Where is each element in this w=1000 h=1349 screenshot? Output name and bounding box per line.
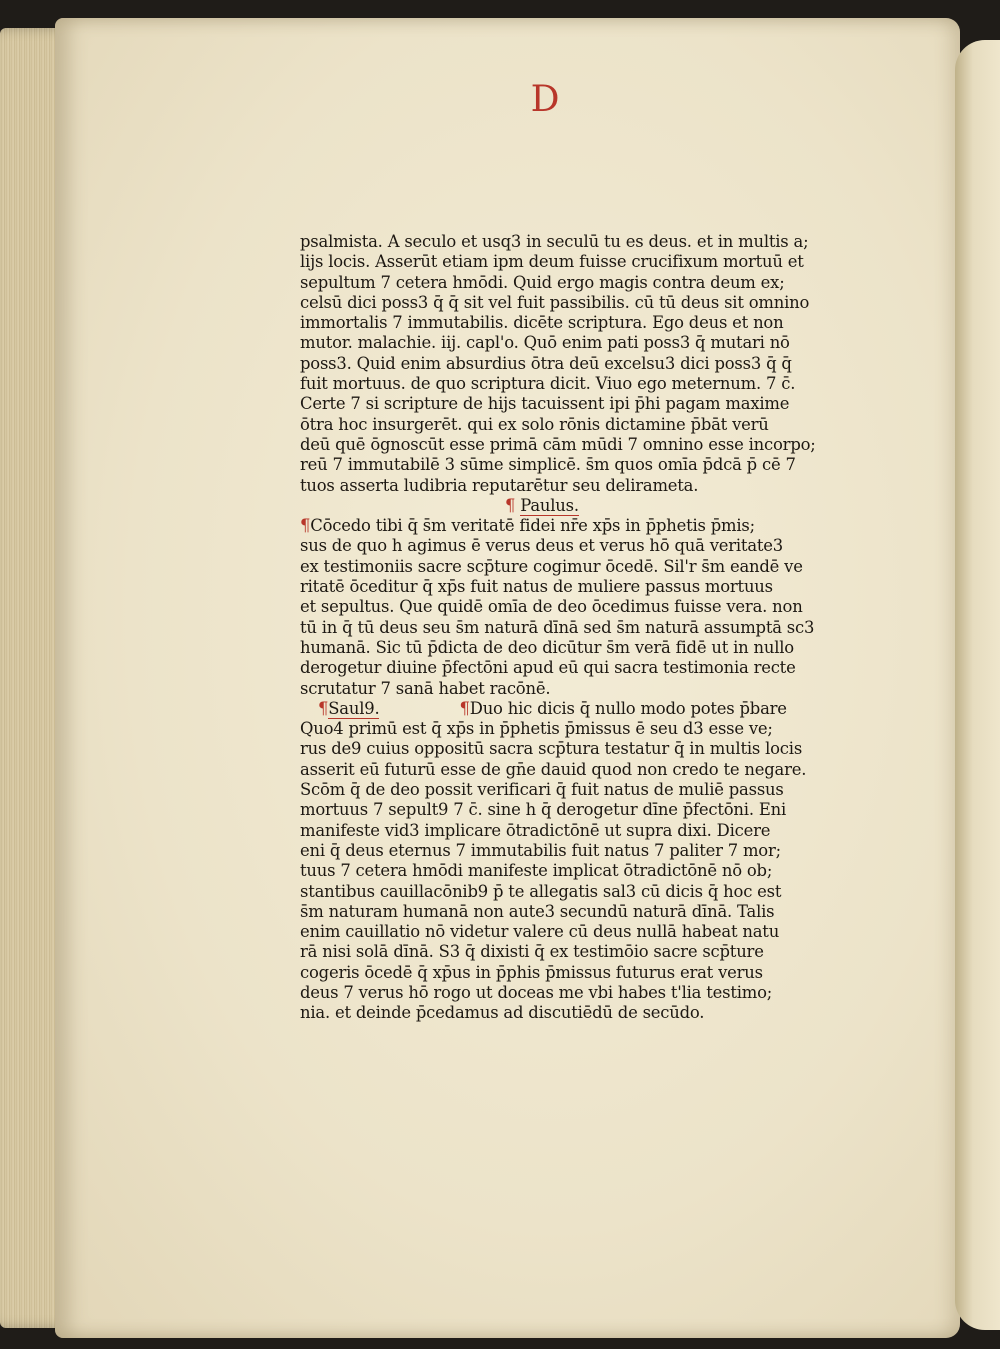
text-line <box>300 739 830 759</box>
pilcrow-mark: ¶ <box>459 698 470 718</box>
line-text: deus 7 verus hō rogo ut doceas me vbi habes t'lia testimo; <box>300 982 773 1002</box>
line-text: nia. et deinde p̄cedamus ad discutiēdū de secūdo. <box>300 1003 705 1023</box>
text-line <box>300 415 830 435</box>
line-text: enim cauillatio nō videtur valere cū deus nullā habeat natu <box>300 922 780 942</box>
line-text: reū 7 immutabilē 3 sūme simplicē. s̄m quos omīa p̄dcā p̄ cē 7 <box>300 455 796 475</box>
line-text: tū in q̄ tū deus seu s̄m naturā dīnā sed s̄m naturā assumptā sc3 <box>300 617 815 637</box>
text-line <box>300 922 830 942</box>
text-line <box>300 882 830 902</box>
rubricated-initial: D <box>530 79 560 120</box>
text-line <box>300 232 830 252</box>
line-text: s̄m naturam humanā non aute3 secundū naturā dīnā. Talis <box>300 901 775 921</box>
line-text: mortuus 7 sepult9 7 c̄. sine h q̄ derogetur dīne p̄fectōni. Eni <box>300 800 787 820</box>
line-text: humanā. Sic tū p̄dicta de deo dicūtur s̄m verā fidē ut in nullo <box>300 637 794 657</box>
line-text: rā nisi solā dīnā. S3 q̄ dixisti q̄ ex testimōio sacre scp̄ture <box>300 942 764 962</box>
pilcrow-mark: ¶ <box>505 495 516 515</box>
text-line <box>300 516 830 536</box>
text-line <box>300 983 830 1003</box>
text-line <box>300 597 830 617</box>
text-line <box>300 638 830 658</box>
line-text: scrutatur 7 sanā habet racōnē. <box>300 678 551 698</box>
text-line <box>300 394 830 414</box>
paragraph-1 <box>300 232 830 496</box>
text-line <box>300 821 830 841</box>
text-line <box>300 800 830 820</box>
line-text: Certe 7 si scripture de hijs tacuissent ipi p̄hi pagam maxime <box>300 394 790 414</box>
text-line <box>300 760 830 780</box>
text-line: Duo hic dicis q̄ nullo modo potes p̄bare <box>469 698 787 718</box>
speaker-name: Paulus. <box>520 495 579 515</box>
text-line <box>300 252 830 272</box>
line-text: eni q̄ deus eternus 7 immutabilis fuit natus 7 paliter 7 mor; <box>300 840 781 860</box>
line-text: Scōm q̄ de deo possit verificari q̄ fuit natus de muliē passus <box>300 780 784 800</box>
paragraph-2 <box>300 516 830 699</box>
line-text: ex testimoniis sacre scp̄ture cogimur ōcedē. Sil'r s̄m eandē ve <box>300 556 803 576</box>
text-line <box>300 354 830 374</box>
line-text: derogetur diuine p̄fectōni apud eū qui sacra testimonia recte <box>300 658 796 678</box>
speaker-name: Saul9. <box>328 698 380 718</box>
line-text: deū quē ōgnoscūt esse primā cām mūdi 7 omnino esse incorpo; <box>300 434 816 454</box>
line-text: tuus 7 cetera hmōdi manifeste implicat ōtradictōnē nō ob; <box>300 861 773 881</box>
pilcrow-mark: ¶ <box>300 516 311 536</box>
line-text: lijs locis. Asserūt etiam ipm deum fuisse crucifixum mortuū et <box>300 252 804 272</box>
text-line <box>300 780 830 800</box>
text-line <box>300 374 830 394</box>
text-line <box>300 333 830 353</box>
line-text: Quo4 primū est q̄ xp̄s in p̄phetis p̄missus ē seu d3 esse ve; <box>300 719 773 739</box>
text-line <box>300 455 830 475</box>
line-text: sus de quo h agimus ē verus deus et verus hō quā veritate3 <box>300 536 784 556</box>
text-line <box>300 536 830 556</box>
line-text: Cōcedo tibi q̄ s̄m veritatē fidei nr̄e xp̄s in p̄phetis p̄mis; <box>310 516 755 536</box>
speaker-heading-paulus <box>300 496 830 516</box>
line-text: ritatē ōceditur q̄ xp̄s fuit natus de muliere passus mortuus <box>300 577 773 597</box>
line-text: psalmista. A seculo et usq3 in seculū tu es deus. et in multis a; <box>300 232 809 251</box>
text-line <box>300 719 830 739</box>
text-line <box>300 293 830 313</box>
line-text: cogeris ōcedē q̄ xp̄us in p̄phis p̄missus futurus erat verus <box>300 962 763 982</box>
text-line <box>300 679 830 699</box>
line-text: fuit mortuus. de quo scriptura dicit. Viuo ego meternum. 7 c̄. <box>300 374 796 394</box>
line-text: tuos asserta ludibria reputarētur seu delirameta. <box>300 475 699 495</box>
line-text: poss3. Quid enim absurdius ōtra deū excelsu3 dici poss3 q̄ q̄ <box>300 353 792 373</box>
line-text: et sepultus. Que quidē omīa de deo ōcedimus fuisse vera. non <box>300 597 803 617</box>
text-column <box>300 232 830 1024</box>
text-line <box>300 313 830 333</box>
pilcrow-mark: ¶ <box>318 698 329 718</box>
text-line <box>300 902 830 922</box>
line-text: manifeste vid3 implicare ōtradictōnē ut supra dixi. Dicere <box>300 820 771 840</box>
text-line <box>300 861 830 881</box>
text-line <box>300 942 830 962</box>
text-line <box>300 273 830 293</box>
line-text: stantibus cauillacōnib9 p̄ te allegatis sal3 cū dicis q̄ hoc est <box>300 881 782 901</box>
text-line <box>300 658 830 678</box>
text-line <box>300 476 830 496</box>
line-text: immortalis 7 immutabilis. dicēte scriptura. Ego deus et non <box>300 313 784 333</box>
text-line <box>300 577 830 597</box>
text-line <box>300 618 830 638</box>
line-text: asserit eū futurū esse de gn̄e dauid quod non credo te negare. <box>300 759 807 779</box>
facing-page-edge <box>955 40 1000 1330</box>
speaker-heading-saulus <box>300 699 830 719</box>
line-text: sepultum 7 cetera hmōdi. Quid ergo magis contra deum ex; <box>300 272 785 292</box>
text-line <box>300 557 830 577</box>
line-text: mutor. malachie. iij. capl'o. Quō enim pati poss3 q̄ mutari nō <box>300 333 790 353</box>
line-text: rus de9 cuius oppositū sacra scp̄tura testatur q̄ in multis locis <box>300 739 803 759</box>
line-text: celsū dici poss3 q̄ q̄ sit vel fuit passibilis. cū tū deus sit omnino <box>300 292 810 312</box>
text-line <box>300 1003 830 1023</box>
line-text: ōtra hoc insurgerēt. qui ex solo rōnis dictamine p̄bāt verū <box>300 414 769 434</box>
text-line <box>300 435 830 455</box>
text-line <box>300 963 830 983</box>
paragraph-3 <box>300 719 830 1023</box>
text-line <box>300 841 830 861</box>
